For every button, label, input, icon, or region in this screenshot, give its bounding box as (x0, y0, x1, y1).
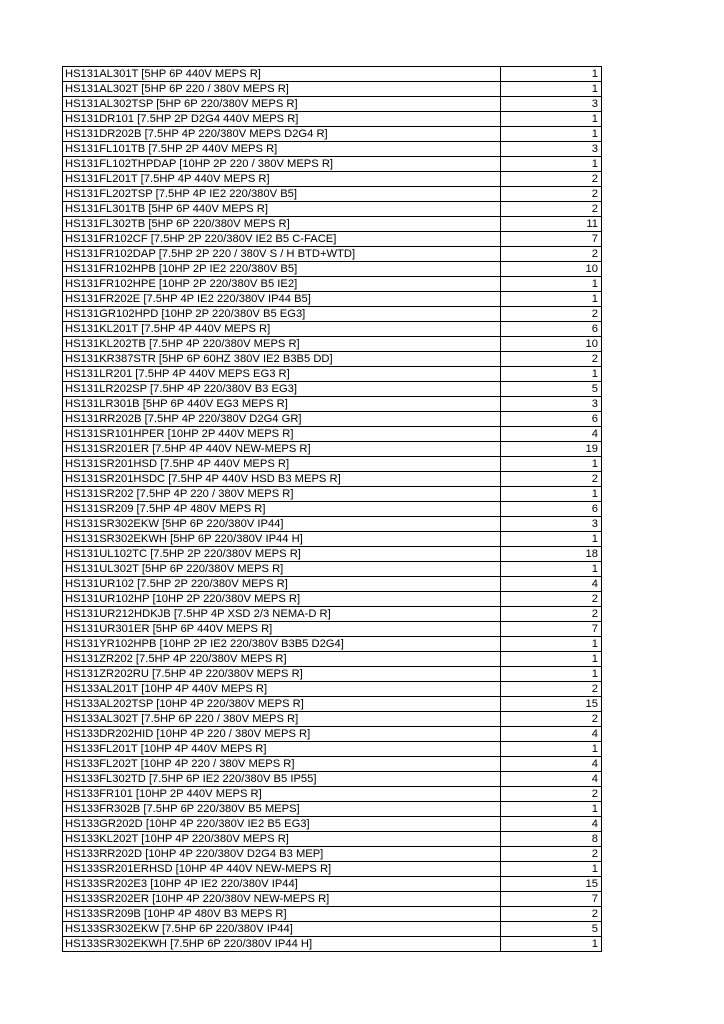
item-description-cell: HS131FL201T [7.5HP 4P 440V MEPS R] (63, 172, 501, 187)
quantity-cell: 2 (501, 907, 602, 922)
item-description-cell: HS131FR102HPE [10HP 2P 220/380V B5 IE2] (63, 277, 501, 292)
quantity-cell: 2 (501, 712, 602, 727)
table-row (63, 82, 602, 97)
quantity-cell: 3 (501, 397, 602, 412)
quantity-cell: 3 (501, 97, 602, 112)
table-row (63, 877, 602, 892)
item-description-cell: HS131SR101HPER [10HP 2P 440V MEPS R] (63, 427, 501, 442)
item-description-cell: HS131UR102 [7.5HP 2P 220/380V MEPS R] (63, 577, 501, 592)
item-description-cell: HS133FL302TD [7.5HP 6P IE2 220/380V B5 IP55] (63, 772, 501, 787)
table-row (63, 652, 602, 667)
inventory-table (62, 66, 602, 952)
quantity-cell: 4 (501, 427, 602, 442)
table-row (63, 487, 602, 502)
item-description-cell: HS131SR202 [7.5HP 4P 220 / 380V MEPS R] (63, 487, 501, 502)
item-description-cell: HS131AL302TSP [5HP 6P 220/380V MEPS R] (63, 97, 501, 112)
quantity-cell: 3 (501, 517, 602, 532)
item-description-cell: HS133SR302EKWH [7.5HP 6P 220/380V IP44 H] (63, 937, 501, 952)
item-description-cell: HS133SR202E3 [10HP 4P IE2 220/380V IP44] (63, 877, 501, 892)
table-row (63, 442, 602, 457)
table-row (63, 397, 602, 412)
item-description-cell: HS133GR202D [10HP 4P 220/380V IE2 B5 EG3] (63, 817, 501, 832)
table-row (63, 847, 602, 862)
quantity-cell: 15 (501, 877, 602, 892)
table-row (63, 922, 602, 937)
table-row (63, 742, 602, 757)
quantity-cell: 4 (501, 727, 602, 742)
quantity-cell: 18 (501, 547, 602, 562)
item-description-cell: HS131SR209 [7.5HP 4P 480V MEPS R] (63, 502, 501, 517)
table-row (63, 727, 602, 742)
quantity-cell: 1 (501, 157, 602, 172)
table-row (63, 787, 602, 802)
item-description-cell: HS133KL202T [10HP 4P 220/380V MEPS R] (63, 832, 501, 847)
table-row (63, 457, 602, 472)
table-row (63, 637, 602, 652)
quantity-cell: 2 (501, 172, 602, 187)
item-description-cell: HS131UL102TC [7.5HP 2P 220/380V MEPS R] (63, 547, 501, 562)
item-description-cell: HS131LR201 [7.5HP 4P 440V MEPS EG3 R] (63, 367, 501, 382)
item-description-cell: HS131FL202TSP [7.5HP 4P IE2 220/380V B5] (63, 187, 501, 202)
item-description-cell: HS131YR102HPB [10HP 2P IE2 220/380V B3B5 D2G4] (63, 637, 501, 652)
item-description-cell: HS131FR102HPB [10HP 2P IE2 220/380V B5] (63, 262, 501, 277)
table-row (63, 592, 602, 607)
quantity-cell: 10 (501, 262, 602, 277)
item-description-cell: HS131FR102CF [7.5HP 2P 220/380V IE2 B5 C-FACE] (63, 232, 501, 247)
quantity-cell: 2 (501, 187, 602, 202)
quantity-cell: 1 (501, 532, 602, 547)
quantity-cell: 2 (501, 352, 602, 367)
quantity-cell: 7 (501, 622, 602, 637)
table-row (63, 697, 602, 712)
table-row (63, 532, 602, 547)
item-description-cell: HS131ZR202 [7.5HP 4P 220/380V MEPS R] (63, 652, 501, 667)
item-description-cell: HS131FR202E [7.5HP 4P IE2 220/380V IP44 B5] (63, 292, 501, 307)
quantity-cell: 2 (501, 247, 602, 262)
quantity-cell: 1 (501, 742, 602, 757)
item-description-cell: HS131SR201HSD [7.5HP 4P 440V MEPS R] (63, 457, 501, 472)
quantity-cell: 1 (501, 487, 602, 502)
quantity-cell: 2 (501, 847, 602, 862)
table-row (63, 172, 602, 187)
item-description-cell: HS131FL101TB [7.5HP 2P 440V MEPS R] (63, 142, 501, 157)
quantity-cell: 1 (501, 667, 602, 682)
table-row (63, 862, 602, 877)
item-description-cell: HS131AL302T [5HP 6P 220 / 380V MEPS R] (63, 82, 501, 97)
table-row (63, 307, 602, 322)
quantity-cell: 2 (501, 787, 602, 802)
item-description-cell: HS131FL102THPDAP [10HP 2P 220 / 380V MEPS R] (63, 157, 501, 172)
quantity-cell: 2 (501, 472, 602, 487)
item-description-cell: HS133AL202TSP [10HP 4P 220/380V MEPS R] (63, 697, 501, 712)
table-row (63, 127, 602, 142)
quantity-cell: 1 (501, 802, 602, 817)
item-description-cell: HS133AL201T [10HP 4P 440V MEPS R] (63, 682, 501, 697)
item-description-cell: HS133SR202ER [10HP 4P 220/380V NEW-MEPS R] (63, 892, 501, 907)
table-row (63, 502, 602, 517)
quantity-cell: 4 (501, 577, 602, 592)
quantity-cell: 7 (501, 892, 602, 907)
item-description-cell: HS131UL302T [5HP 6P 220/380V MEPS R] (63, 562, 501, 577)
table-row (63, 817, 602, 832)
item-description-cell: HS133RR202D [10HP 4P 220/380V D2G4 B3 MEP] (63, 847, 501, 862)
item-description-cell: HS131UR102HP [10HP 2P 220/380V MEPS R] (63, 592, 501, 607)
item-description-cell: HS133FL202T [10HP 4P 220 / 380V MEPS R] (63, 757, 501, 772)
table-row (63, 337, 602, 352)
table-row (63, 772, 602, 787)
item-description-cell: HS131FL302TB [5HP 6P 220/380V MEPS R] (63, 217, 501, 232)
item-description-cell: HS133FR101 [10HP 2P 440V MEPS R] (63, 787, 501, 802)
item-description-cell: HS133FR302B [7.5HP 6P 220/380V B5 MEPS] (63, 802, 501, 817)
table-row (63, 547, 602, 562)
table-row (63, 232, 602, 247)
item-description-cell: HS131SR302EKW [5HP 6P 220/380V IP44] (63, 517, 501, 532)
item-description-cell: HS131SR201HSDC [7.5HP 4P 440V HSD B3 MEPS R] (63, 472, 501, 487)
quantity-cell: 7 (501, 232, 602, 247)
quantity-cell: 1 (501, 652, 602, 667)
item-description-cell: HS131LR301B [5HP 6P 440V EG3 MEPS R] (63, 397, 501, 412)
quantity-cell: 1 (501, 292, 602, 307)
quantity-cell: 6 (501, 322, 602, 337)
table-row (63, 607, 602, 622)
quantity-cell: 1 (501, 862, 602, 877)
table-row (63, 187, 602, 202)
quantity-cell: 1 (501, 127, 602, 142)
table-row (63, 577, 602, 592)
item-description-cell: HS131FR102DAP [7.5HP 2P 220 / 380V S / H BTD+WTD] (63, 247, 501, 262)
quantity-cell: 1 (501, 277, 602, 292)
table-row (63, 907, 602, 922)
table-row (63, 802, 602, 817)
table-row (63, 757, 602, 772)
item-description-cell: HS131SR201ER [7.5HP 4P 440V NEW-MEPS R] (63, 442, 501, 457)
quantity-cell: 6 (501, 412, 602, 427)
table-row (63, 142, 602, 157)
item-description-cell: HS131KR387STR [5HP 6P 60HZ 380V IE2 B3B5 DD] (63, 352, 501, 367)
quantity-cell: 10 (501, 337, 602, 352)
quantity-cell: 4 (501, 757, 602, 772)
table-row (63, 712, 602, 727)
table-row (63, 382, 602, 397)
item-description-cell: HS133DR202HID [10HP 4P 220 / 380V MEPS R] (63, 727, 501, 742)
quantity-cell: 4 (501, 817, 602, 832)
quantity-cell: 2 (501, 607, 602, 622)
quantity-cell: 2 (501, 682, 602, 697)
quantity-cell: 1 (501, 562, 602, 577)
table-row (63, 517, 602, 532)
item-description-cell: HS131UR301ER [5HP 6P 440V MEPS R] (63, 622, 501, 637)
item-description-cell: HS131DR202B [7.5HP 4P 220/380V MEPS D2G4 R] (63, 127, 501, 142)
item-description-cell: HS131DR101 [7.5HP 2P D2G4 440V MEPS R] (63, 112, 501, 127)
quantity-cell: 1 (501, 112, 602, 127)
quantity-cell: 1 (501, 637, 602, 652)
quantity-cell: 2 (501, 202, 602, 217)
item-description-cell: HS131ZR202RU [7.5HP 4P 220/380V MEPS R] (63, 667, 501, 682)
item-description-cell: HS131KL202TB [7.5HP 4P 220/380V MEPS R] (63, 337, 501, 352)
table-row (63, 937, 602, 952)
item-description-cell: HS133AL302T [7.5HP 6P 220 / 380V MEPS R] (63, 712, 501, 727)
table-row (63, 892, 602, 907)
quantity-cell: 6 (501, 502, 602, 517)
quantity-cell: 1 (501, 457, 602, 472)
table-row (63, 832, 602, 847)
table-row (63, 292, 602, 307)
table-row (63, 67, 602, 82)
item-description-cell: HS133SR209B [10HP 4P 480V B3 MEPS R] (63, 907, 501, 922)
table-row (63, 667, 602, 682)
item-description-cell: HS131FL301TB [5HP 6P 440V MEPS R] (63, 202, 501, 217)
table-row (63, 682, 602, 697)
quantity-cell: 1 (501, 67, 602, 82)
table-row (63, 352, 602, 367)
table-row (63, 412, 602, 427)
table-row (63, 322, 602, 337)
item-description-cell: HS131KL201T [7.5HP 4P 440V MEPS R] (63, 322, 501, 337)
table-row (63, 157, 602, 172)
item-description-cell: HS131UR212HDKJB [7.5HP 4P XSD 2/3 NEMA-D R] (63, 607, 501, 622)
table-row (63, 97, 602, 112)
item-description-cell: HS133SR201ERHSD [10HP 4P 440V NEW-MEPS R] (63, 862, 501, 877)
quantity-cell: 2 (501, 592, 602, 607)
item-description-cell: HS131AL301T [5HP 6P 440V MEPS R] (63, 67, 501, 82)
quantity-cell: 19 (501, 442, 602, 457)
table-row (63, 112, 602, 127)
quantity-cell: 2 (501, 307, 602, 322)
quantity-cell: 8 (501, 832, 602, 847)
quantity-cell: 4 (501, 772, 602, 787)
quantity-cell: 1 (501, 82, 602, 97)
item-description-cell: HS131LR202SP [7.5HP 4P 220/380V B3 EG3] (63, 382, 501, 397)
inventory-table-body (63, 67, 602, 952)
quantity-cell: 1 (501, 937, 602, 952)
table-row (63, 472, 602, 487)
table-row (63, 367, 602, 382)
quantity-cell: 3 (501, 142, 602, 157)
table-row (63, 277, 602, 292)
table-row (63, 217, 602, 232)
table-row (63, 202, 602, 217)
item-description-cell: HS133SR302EKW [7.5HP 6P 220/380V IP44] (63, 922, 501, 937)
item-description-cell: HS131GR102HPD [10HP 2P 220/380V B5 EG3] (63, 307, 501, 322)
quantity-cell: 1 (501, 367, 602, 382)
item-description-cell: HS131SR302EKWH [5HP 6P 220/380V IP44 H] (63, 532, 501, 547)
quantity-cell: 11 (501, 217, 602, 232)
table-row (63, 247, 602, 262)
table-row (63, 562, 602, 577)
table-row (63, 262, 602, 277)
table-row (63, 622, 602, 637)
item-description-cell: HS131RR202B [7.5HP 4P 220/380V D2G4 GR] (63, 412, 501, 427)
quantity-cell: 5 (501, 382, 602, 397)
table-row (63, 427, 602, 442)
quantity-cell: 5 (501, 922, 602, 937)
quantity-cell: 15 (501, 697, 602, 712)
item-description-cell: HS133FL201T [10HP 4P 440V MEPS R] (63, 742, 501, 757)
